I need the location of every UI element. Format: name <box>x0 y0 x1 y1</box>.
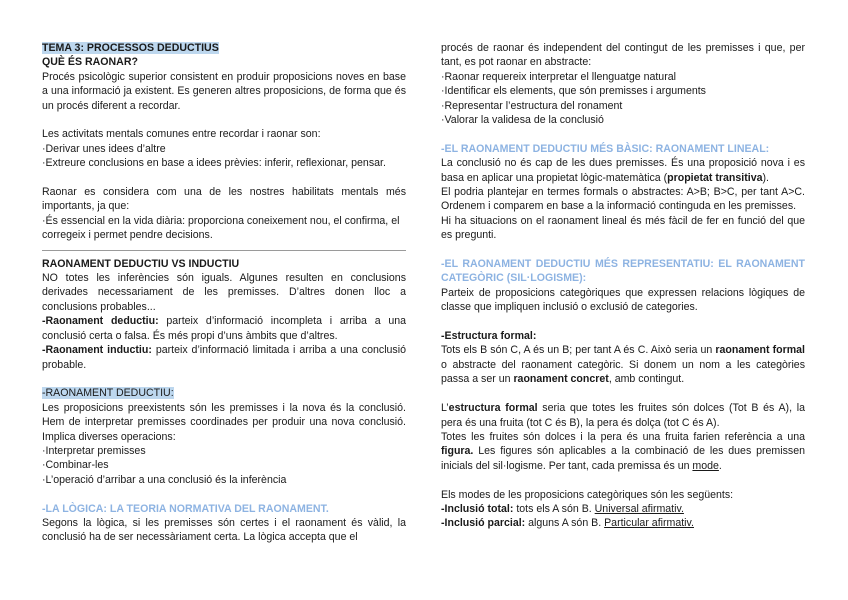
bullet-item: ·Interpretar premisses <box>42 444 146 457</box>
paragraph: Raonar es considera com una de les nostres habilitats mentals més importants, ja que: <box>42 186 406 213</box>
paragraph: Els modes de les proposicions categòriques són les següents: <box>441 488 734 501</box>
page-title: TEMA 3: PROCESSOS DEDUCTIUS <box>42 42 219 54</box>
paragraph: Segons la lògica, si les premisses són certes i el raonament és vàlid, la conclusió ha de ser necessàriament certa. La lògica accepta que el <box>42 516 406 544</box>
paragraph: Parteix de proposicions categòriques que expressen relacions lògiques de classe que impliquen inclusió o exclusió de categories. <box>441 286 805 314</box>
definition-deductiu: -Raonament deductiu: parteix d’informació incompleta i arriba a una conclusió certa o falsa. És més propi d’uns àmbits que d’altres. <box>42 315 407 342</box>
paragraph: L’estructura formal seria que totes les fruites són dolces (Tot B és A), la pera és una fruita (tot C és B), la pera és dolça (tot C és A). <box>441 402 805 429</box>
paragraph: procés de raonar és independent del contingut de les premisses i que, per tant, es pot raonar en abstracte: <box>441 42 805 69</box>
bullet-item: ·És essencial en la vida diària: proporciona coneixement nou, el confirma, el corregeix i permet pendre decisions. <box>42 214 400 242</box>
bullet-item: ·Derivar unes idees d’altre <box>42 142 166 155</box>
paragraph: NO totes les inferències són iguals. Algunes resulten en conclusions derivades necessariament de les premisses. D’altres donen lloc a conclusions probables... <box>42 272 406 313</box>
bullet-item: ·L’operació d’arribar a una conclusió és la inferència <box>42 473 287 486</box>
paragraph: Procés psicològic superior consistent en produir proposicions noves en base a una informació ja existent. Es generen altres proposicions, de forma que és un procés diferent a recordar. <box>42 70 406 112</box>
mode-inclusio-parcial: -Inclusió parcial: alguns A són B. Particular afirmativ. <box>441 517 694 530</box>
paragraph: La conclusió no és cap de les dues premisses. És una proposició nova i es basa en aplicar una propietat lògic-matemàtica (propietat transitiva). <box>441 157 805 184</box>
paragraph: Hi ha situacions on el raonament lineal és més fàcil de fer en funció del que es pregunti. <box>441 214 805 242</box>
paragraph: Les activitats mentals comunes entre recordar i raonar son: <box>42 128 321 141</box>
left-column <box>42 41 406 545</box>
paragraph: Les proposicions preexistents són les premisses i la nova és la conclusió. Hem de interpretar premisses coordinades per produir una nova conclusió. Implica diverses operacions: <box>42 401 406 443</box>
section-heading-raonar: QUÈ ÉS RAONAR? <box>42 56 138 69</box>
definition-inductiu: -Raonament inductiu: parteix d’informació limitada i arriba a una conclusió probable. <box>42 344 406 371</box>
right-column <box>441 41 805 531</box>
divider <box>42 250 406 251</box>
bullet-item: ·Identificar els elements, que són premisses i arguments <box>441 85 706 98</box>
section-heading-raonament-categoric: -EL RAONAMENT DEDUCTIU MÉS REPRESENTATIU: EL RAONAMENT CATEGÒRIC (SIL·LOGISME): <box>441 258 805 285</box>
bullet-item: ·Combinar-les <box>42 459 109 472</box>
paragraph: Tots els B són C, A és un B; per tant A és C. Això seria un raonament formal o abstracte del raonament categòric. Si donem un nom a les categòries passa a ser un raonament concret, amb contingut. <box>441 344 805 386</box>
bullet-item: ·Representar l’estructura del ronament <box>441 99 623 112</box>
section-heading-raonament-deductiu: -RAONAMENT DEDUCTIU: <box>42 387 174 400</box>
bullet-item: ·Raonar requereix interpretar el llenguatge natural <box>441 70 676 83</box>
section-heading-raonament-lineal: -EL RAONAMENT DEDUCTIU MÉS BÀSIC: RAONAMENT LINEAL: <box>441 142 770 155</box>
section-heading-logica: -LA LÒGICA: LA TEORIA NORMATIVA DEL RAONAMENT. <box>42 502 329 515</box>
section-heading-deductiu-vs-inductiu: RAONAMENT DEDUCTIU VS INDUCTIU <box>42 257 240 270</box>
paragraph: El podria plantejar en termes formals o abstractes: A>B; B>C, per tant A>C. Ordenem i comparem en base a la informació continguda en les premisses. <box>441 186 805 213</box>
section-heading-estructura-formal: -Estructura formal: <box>441 330 537 343</box>
paragraph: Totes les fruites són dolces i la pera és una fruita farien referència a una figura. Les figures són aplicables a la combinació de les dues premissen inicials del sil·logisme. Per tant, cada premissa és un mode. <box>441 430 805 472</box>
mode-inclusio-total: -Inclusió total: tots els A són B. Universal afirmativ. <box>441 502 684 515</box>
bullet-item: ·Extreure conclusions en base a idees prèvies: inferir, reflexionar, pensar. <box>42 157 386 170</box>
bullet-item: ·Valorar la validesa de la conclusió <box>441 114 604 127</box>
